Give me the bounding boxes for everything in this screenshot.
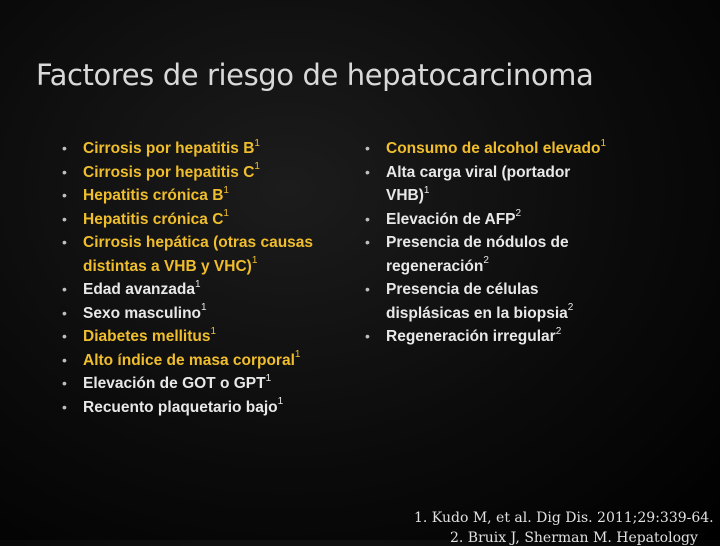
footnote-ref: 1 bbox=[277, 396, 284, 408]
footnote-ref: 1 bbox=[201, 302, 207, 314]
left-risk-factor-list bbox=[62, 137, 362, 419]
footnote-ref: 2 bbox=[483, 255, 489, 267]
bullet-icon: • bbox=[62, 304, 67, 321]
footnote-ref: 1 bbox=[210, 325, 217, 337]
bullet-icon: • bbox=[365, 234, 370, 250]
bullet-icon: • bbox=[365, 210, 370, 227]
list-item bbox=[62, 231, 362, 278]
bullet-icon: • bbox=[62, 140, 67, 156]
footnote-ref: 2 bbox=[555, 325, 562, 337]
bullet-icon: • bbox=[365, 163, 370, 180]
list-item bbox=[62, 278, 362, 302]
slide-title: Factores de riesgo de hepatocarcinoma bbox=[36, 58, 594, 92]
risk-factor-text: Cirrosis por hepatitis B bbox=[83, 140, 255, 157]
list-item bbox=[365, 208, 615, 232]
risk-factor-text: Presencia de células displásicas en la biopsia bbox=[386, 281, 568, 322]
bullet-icon: • bbox=[62, 375, 67, 391]
footnote-ref: 1 bbox=[254, 137, 260, 149]
reference-1: 1. Kudo M, et al. Dig Dis. 2011;29:339-64. bbox=[414, 510, 714, 526]
list-item bbox=[62, 137, 362, 161]
list-item bbox=[365, 278, 615, 325]
bullet-icon: • bbox=[62, 163, 67, 180]
risk-factor-text: Edad avanzada bbox=[83, 281, 195, 298]
risk-factor-text: Hepatitis crónica C bbox=[83, 210, 224, 228]
list-item bbox=[62, 372, 362, 396]
risk-factor-text: Diabetes mellitus bbox=[83, 328, 211, 345]
risk-factor-text: Recuento plaquetario bajo bbox=[83, 398, 278, 416]
list-item bbox=[62, 349, 362, 373]
risk-factor-text: Hepatitis crónica B bbox=[83, 187, 224, 204]
risk-factor-text: Cirrosis hepática (otras causas distintas a VHB y VHC) bbox=[83, 234, 314, 275]
risk-factor-text: Elevación de GOT o GPT bbox=[83, 375, 266, 392]
risk-factor-text: Consumo de alcohol elevado bbox=[386, 140, 601, 157]
list-item bbox=[62, 302, 362, 326]
bullet-icon: • bbox=[62, 328, 67, 344]
risk-factor-text: Alto índice de masa corporal bbox=[83, 351, 295, 369]
risk-factor-text: Sexo masculino bbox=[83, 304, 202, 322]
bullet-icon: • bbox=[365, 140, 370, 156]
bullet-icon: • bbox=[62, 398, 67, 415]
reference-2: 2. Bruix J, Sherman M. Hepatology bbox=[450, 530, 698, 546]
list-item bbox=[365, 161, 615, 208]
footnote-ref: 1 bbox=[600, 137, 607, 149]
list-item bbox=[62, 396, 362, 420]
risk-factor-text: Alta carga viral (portador VHB) bbox=[386, 163, 571, 204]
footnote-ref: 1 bbox=[223, 208, 229, 220]
bullet-icon: • bbox=[62, 210, 67, 227]
list-item bbox=[365, 137, 615, 161]
footnote-ref: 1 bbox=[223, 184, 229, 196]
bullet-icon: • bbox=[62, 187, 67, 203]
bullet-icon: • bbox=[62, 234, 67, 250]
list-item bbox=[365, 231, 615, 278]
bullet-icon: • bbox=[365, 328, 370, 344]
risk-factor-text: Regeneración irregular bbox=[386, 328, 556, 345]
list-item bbox=[62, 325, 362, 349]
list-item bbox=[62, 184, 362, 208]
list-item bbox=[365, 325, 615, 349]
footnote-ref: 1 bbox=[251, 255, 258, 267]
bullet-icon: • bbox=[62, 351, 67, 368]
list-item bbox=[62, 161, 362, 185]
footnote-ref: 1 bbox=[265, 372, 272, 384]
risk-factor-text: Presencia de nódulos de regeneración bbox=[386, 234, 569, 275]
list-item bbox=[62, 208, 362, 232]
bullet-icon: • bbox=[62, 281, 67, 297]
footnote-ref: 1 bbox=[294, 349, 301, 361]
risk-factor-text: Cirrosis por hepatitis C bbox=[83, 163, 255, 181]
footnote-ref: 2 bbox=[515, 208, 522, 220]
risk-factor-text: Elevación de AFP bbox=[386, 210, 516, 228]
right-risk-factor-list bbox=[365, 137, 615, 349]
footnote-ref: 1 bbox=[254, 161, 260, 173]
bullet-icon: • bbox=[365, 281, 370, 297]
footnote-ref: 2 bbox=[567, 302, 574, 314]
footnote-ref: 1 bbox=[195, 278, 201, 290]
footnote-ref: 1 bbox=[423, 184, 430, 196]
